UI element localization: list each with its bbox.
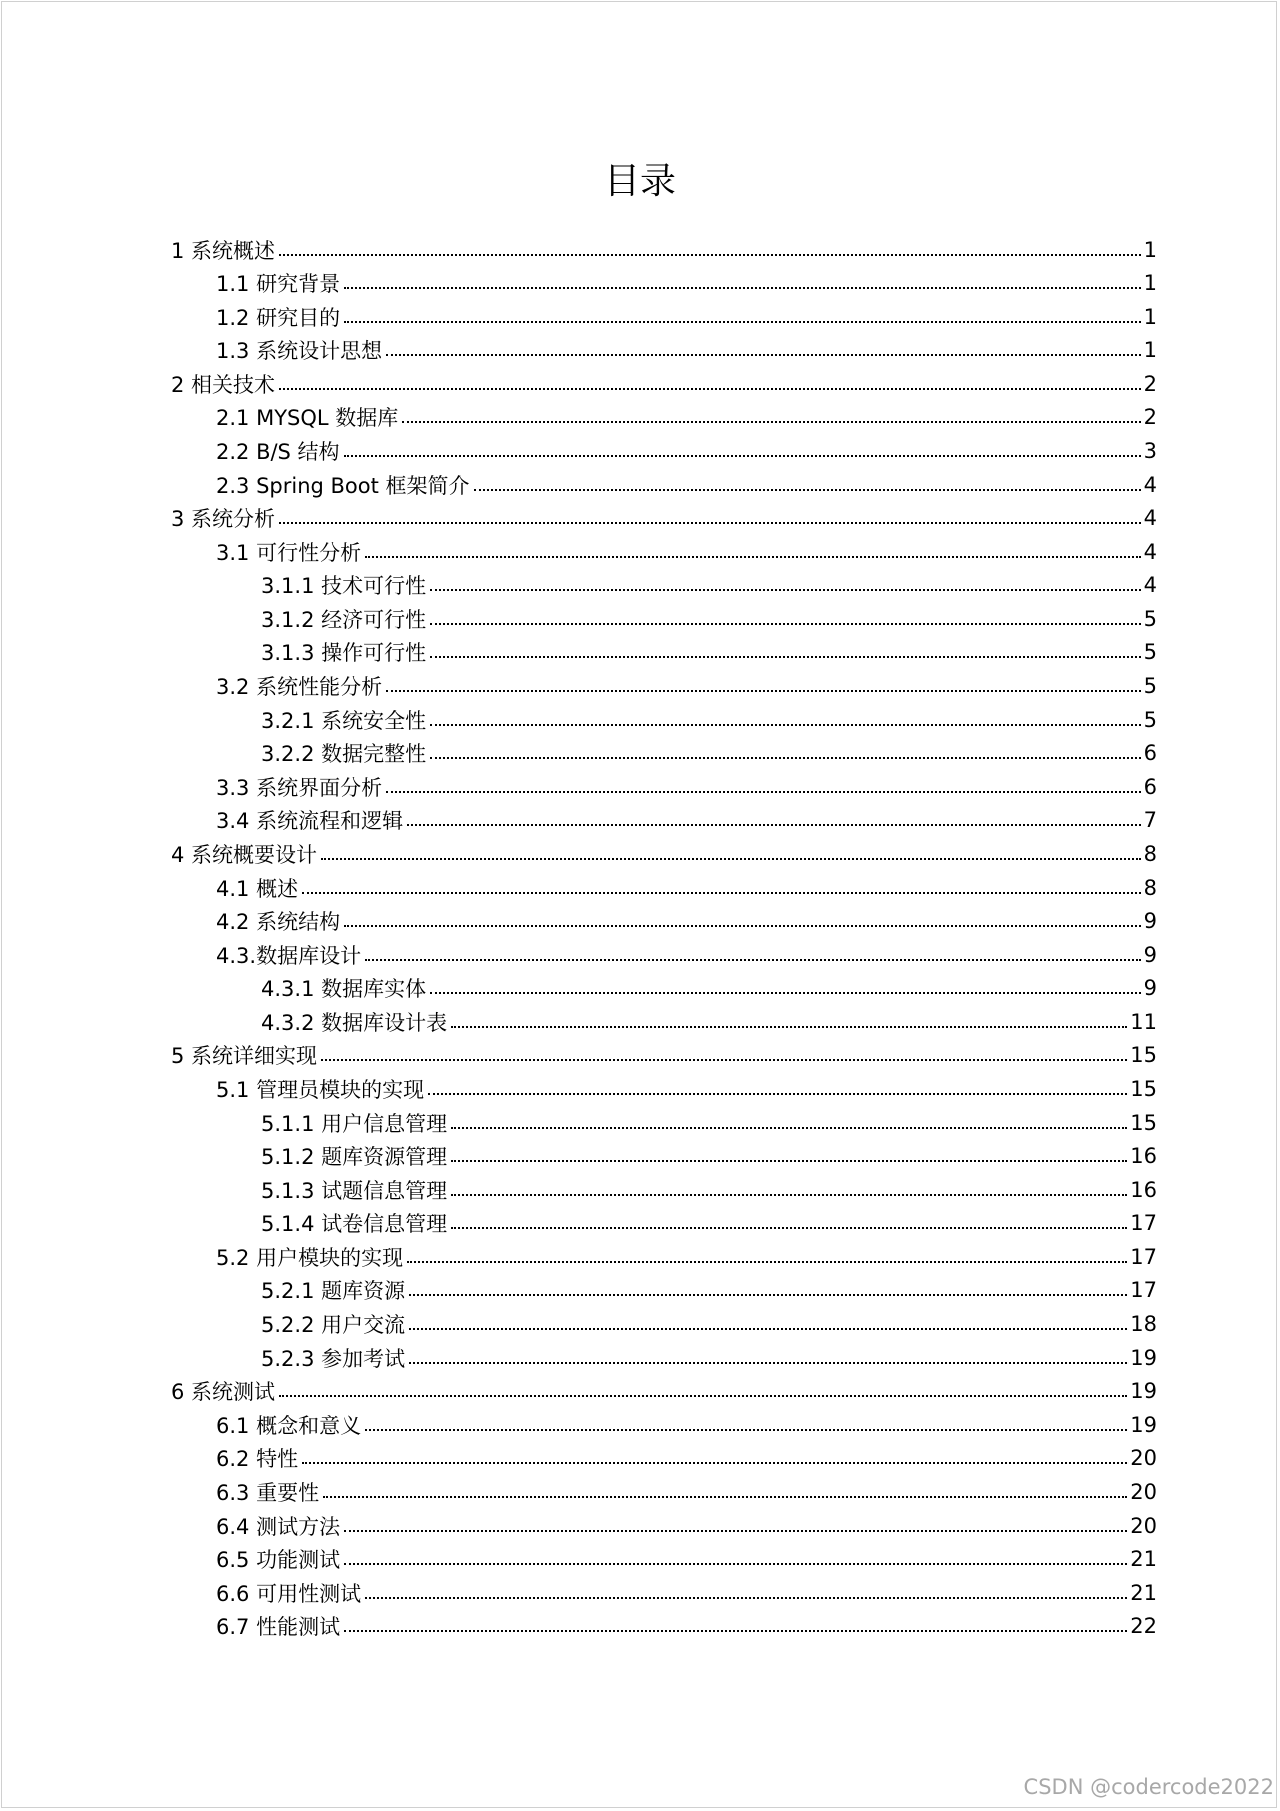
toc-entry-page: 2 [1143, 371, 1157, 396]
toc-entry-page: 1 [1143, 271, 1157, 296]
dot-leader [344, 321, 1141, 323]
toc-entry[interactable] [216, 401, 1157, 434]
toc-entry-page: 9 [1143, 942, 1157, 967]
toc-entry-page: 20 [1130, 1446, 1157, 1471]
dot-leader [321, 1059, 1127, 1061]
toc-entry[interactable] [171, 837, 1157, 870]
toc-entry-label: 5.1 管理员模块的实现 [216, 1078, 425, 1102]
dot-leader [365, 556, 1141, 558]
dot-leader [365, 959, 1141, 961]
toc-entry-page: 9 [1143, 909, 1157, 934]
dot-leader [430, 724, 1141, 726]
toc-entry-page: 6 [1143, 774, 1157, 799]
dot-leader [430, 992, 1141, 994]
toc-entry[interactable] [216, 535, 1157, 568]
dot-leader [302, 1462, 1127, 1464]
toc-entry[interactable] [261, 1173, 1157, 1206]
toc-entry-label: 2 相关技术 [171, 372, 276, 397]
toc-entry-label: 2.1 MYSQL 数据库 [216, 406, 399, 431]
toc-entry-label: 5.2.1 题库资源 [261, 1279, 406, 1304]
toc-entry[interactable] [216, 1442, 1157, 1475]
toc-entry-label: 3.2.1 系统安全性 [261, 708, 427, 733]
dot-leader [409, 1328, 1127, 1330]
toc-entry-label: 3.1 可行性分析 [216, 540, 362, 565]
dot-leader [344, 455, 1141, 457]
toc-entry[interactable] [171, 367, 1157, 400]
toc-entry-page: 20 [1130, 1479, 1157, 1504]
toc-entry-label: 4.2 系统结构 [216, 910, 341, 935]
toc-entry[interactable] [261, 636, 1157, 669]
toc-entry[interactable] [216, 1073, 1157, 1106]
dot-leader [323, 1496, 1127, 1498]
toc-entry-label: 3.2.2 数据完整性 [261, 742, 427, 767]
toc-entry-label: 6.6 可用性测试 [216, 1581, 362, 1606]
dot-leader [344, 1530, 1127, 1532]
toc-entry[interactable] [216, 300, 1157, 333]
toc-entry-label: 6 系统测试 [171, 1380, 276, 1405]
dot-leader [428, 1093, 1127, 1095]
toc-entry[interactable] [261, 569, 1157, 602]
toc-entry-label: 6.7 性能测试 [216, 1615, 341, 1640]
toc-entry-label: 5.2.3 参加考试 [261, 1346, 406, 1371]
toc-entry-label: 4.3.2 数据库设计表 [261, 1010, 448, 1035]
toc-entry[interactable] [261, 1106, 1157, 1139]
toc-entry-label: 6.2 特性 [216, 1447, 299, 1472]
toc-entry-label: 3.1.3 操作可行性 [261, 641, 427, 666]
toc-entry[interactable] [216, 1475, 1157, 1508]
toc-entry[interactable] [261, 1274, 1157, 1307]
toc-entry-page: 19 [1130, 1345, 1157, 1370]
toc-entry-label: 3 系统分析 [171, 507, 276, 532]
toc-entry[interactable] [216, 334, 1157, 367]
toc-entry[interactable] [216, 267, 1157, 300]
toc-entry-label: 5.1.3 试题信息管理 [261, 1178, 448, 1203]
toc-entry[interactable] [216, 1543, 1157, 1576]
toc-entry-label: 6.5 功能测试 [216, 1548, 341, 1573]
toc-entry-page: 20 [1130, 1513, 1157, 1538]
toc-entry-label: 6.3 重要性 [216, 1480, 320, 1505]
toc-entry-page: 5 [1143, 707, 1157, 732]
toc-entry[interactable] [261, 703, 1157, 736]
toc-entry[interactable] [261, 1207, 1157, 1240]
toc-entry[interactable] [216, 1240, 1157, 1273]
toc-entry[interactable] [216, 871, 1157, 904]
toc-entry-page: 11 [1130, 1009, 1157, 1034]
dot-leader [365, 1597, 1127, 1599]
toc-entry[interactable] [216, 434, 1157, 467]
toc-entry-page: 1 [1143, 304, 1157, 329]
toc-entry-label: 3.1.1 技术可行性 [261, 574, 427, 599]
toc-entry[interactable] [171, 233, 1157, 266]
dot-leader [386, 354, 1141, 356]
dot-leader [344, 287, 1141, 289]
dot-leader [451, 1026, 1127, 1028]
toc-entry-label: 5.1.4 试卷信息管理 [261, 1212, 448, 1237]
dot-leader [344, 1563, 1127, 1565]
toc-entry[interactable] [171, 502, 1157, 535]
toc-entry-label: 1 系统概述 [171, 238, 276, 263]
toc-entry-label: 3.2 系统性能分析 [216, 675, 383, 700]
dot-leader [430, 589, 1141, 591]
dot-leader [279, 1395, 1127, 1397]
toc-entry[interactable] [261, 972, 1157, 1005]
dot-leader [451, 1227, 1127, 1229]
dot-leader [302, 892, 1141, 894]
toc-entry-label: 1.3 系统设计思想 [216, 339, 383, 364]
dot-leader [451, 1127, 1127, 1129]
toc-entry-label: 5.2.2 用户交流 [261, 1313, 406, 1338]
toc-entry[interactable] [216, 1408, 1157, 1441]
toc-entry-page: 17 [1130, 1211, 1157, 1236]
toc-entry-page: 4 [1143, 573, 1157, 598]
toc-entry-page: 17 [1130, 1244, 1157, 1269]
toc-entry[interactable] [216, 804, 1157, 837]
toc-entry-page: 5 [1143, 674, 1157, 699]
dot-leader [386, 690, 1141, 692]
toc-entry-page: 5 [1143, 640, 1157, 665]
toc-entry[interactable] [261, 1308, 1157, 1341]
toc-entry-page: 8 [1143, 875, 1157, 900]
toc-entry-page: 8 [1143, 841, 1157, 866]
watermark: CSDN @codercode2022 [1023, 1775, 1274, 1799]
toc-entry-page: 21 [1130, 1580, 1157, 1605]
toc-entry[interactable] [261, 1341, 1157, 1374]
toc-entry-label: 1.1 研究背景 [216, 272, 341, 297]
toc-entry-page: 17 [1130, 1278, 1157, 1303]
dot-leader [365, 1429, 1127, 1431]
toc-entry-page: 3 [1143, 438, 1157, 463]
toc-entry[interactable] [261, 737, 1157, 770]
toc-entry-page: 15 [1130, 1077, 1157, 1101]
toc-entry-label: 4.3.1 数据库实体 [261, 977, 427, 1002]
toc-entry-label: 4 系统概要设计 [171, 842, 318, 867]
toc-entry-label: 3.3 系统界面分析 [216, 775, 383, 800]
toc-entry-page: 15 [1130, 1043, 1157, 1068]
dot-leader [402, 421, 1140, 423]
toc-entry[interactable] [261, 1005, 1157, 1038]
toc-entry-label: 6.4 测试方法 [216, 1514, 341, 1539]
dot-leader [279, 522, 1141, 524]
toc-entry-page: 18 [1130, 1312, 1157, 1337]
toc-entry[interactable] [216, 670, 1157, 703]
dot-leader [386, 791, 1141, 793]
toc-entry-page: 6 [1143, 741, 1157, 766]
dot-leader [279, 388, 1141, 390]
toc-entry[interactable] [261, 602, 1157, 635]
toc-entry-page: 5 [1143, 606, 1157, 631]
toc-entry-label: 4.3.数据库设计 [216, 943, 362, 968]
toc-entry-page: 4 [1143, 472, 1157, 497]
dot-leader [407, 1261, 1127, 1263]
toc-entry[interactable] [171, 1039, 1157, 1072]
toc-entry[interactable] [216, 1610, 1157, 1643]
toc-entry-label: 6.1 概念和意义 [216, 1413, 362, 1438]
toc-entry-page: 7 [1143, 808, 1157, 833]
toc-entry-page: 19 [1130, 1379, 1157, 1404]
toc-entry-label: 5 系统详细实现 [171, 1044, 318, 1069]
toc-entry[interactable] [216, 938, 1157, 971]
toc-entry-page: 16 [1130, 1177, 1157, 1202]
dot-leader [321, 858, 1141, 860]
toc-entry-page: 4 [1143, 506, 1157, 531]
dot-leader [430, 757, 1141, 759]
toc-entry-page: 15 [1130, 1110, 1157, 1135]
dot-leader [344, 925, 1141, 927]
toc-entry-label: 2.3 Spring Boot 框架简介 [216, 473, 470, 498]
toc-entry-page: 2 [1143, 405, 1157, 430]
toc-entry-page: 9 [1143, 976, 1157, 1001]
dot-leader [474, 489, 1141, 491]
dot-leader [407, 824, 1141, 826]
dot-leader [409, 1294, 1127, 1296]
toc-entry[interactable] [171, 1375, 1157, 1408]
toc-entry-page: 21 [1130, 1547, 1157, 1572]
dot-leader [279, 254, 1141, 256]
toc-entry-label: 3.4 系统流程和逻辑 [216, 809, 404, 834]
toc-title: 目录 [603, 161, 676, 202]
toc-entry-page: 19 [1130, 1412, 1157, 1437]
dot-leader [344, 1630, 1127, 1632]
dot-leader [451, 1194, 1127, 1196]
dot-leader [430, 623, 1141, 625]
toc-entry-page: 16 [1130, 1144, 1157, 1169]
toc-entry[interactable] [216, 468, 1157, 501]
toc-entry-label: 4.1 概述 [216, 876, 299, 901]
toc-entry-label: 5.2 用户模块的实现 [216, 1245, 404, 1270]
dot-leader [430, 656, 1141, 658]
toc-entry[interactable] [216, 1576, 1157, 1609]
toc-entry-page: 1 [1143, 237, 1157, 262]
toc-entry-label: 2.2 B/S 结构 [216, 439, 340, 464]
toc-entry[interactable] [216, 1509, 1157, 1542]
toc-entry-page: 1 [1143, 338, 1157, 363]
toc-entry-page: 22 [1130, 1614, 1157, 1639]
toc-entry-label: 3.1.2 经济可行性 [261, 607, 427, 632]
toc-entry-label: 5.1.1 用户信息管理 [261, 1111, 448, 1136]
toc-entry[interactable] [261, 1140, 1157, 1173]
toc-entry-label: 1.2 研究目的 [216, 305, 341, 330]
toc-entry[interactable] [216, 770, 1157, 803]
toc-entry-label: 5.1.2 题库资源管理 [261, 1145, 448, 1170]
dot-leader [451, 1160, 1127, 1162]
toc-entry[interactable] [216, 905, 1157, 938]
toc-entry-page: 4 [1143, 539, 1157, 564]
dot-leader [409, 1362, 1127, 1364]
